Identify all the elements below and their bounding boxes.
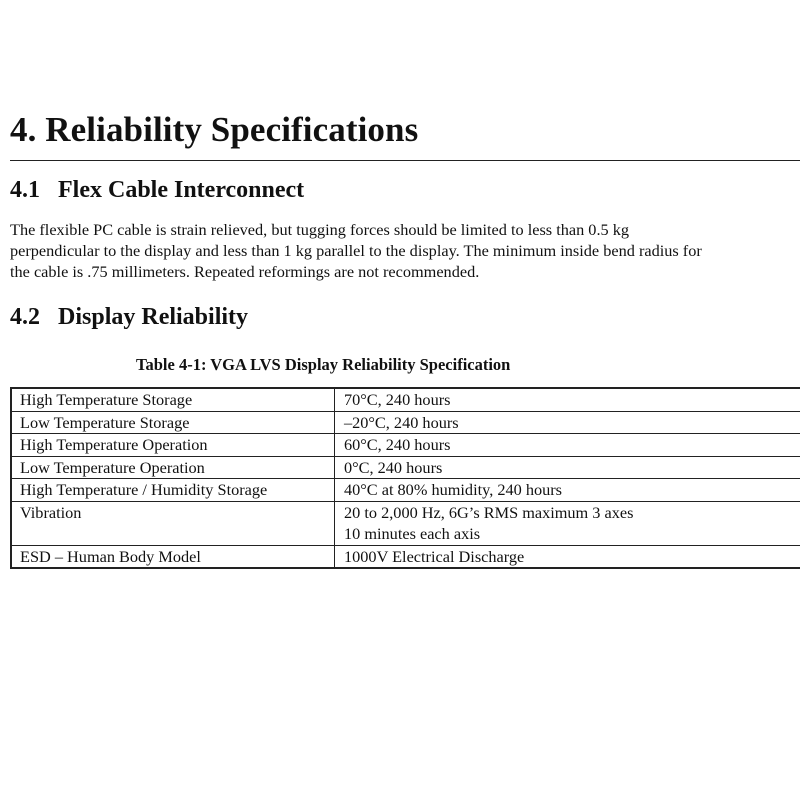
test-condition-cell — [335, 501, 800, 545]
test-condition-cell — [335, 479, 800, 502]
subsection-title: Display Reliability — [58, 304, 249, 330]
table-row — [11, 501, 800, 545]
table-caption: Table 4-1: VGA LVS Display Reliability Specification — [136, 355, 511, 374]
table-row — [11, 479, 800, 502]
paragraph-line: the cable is .75 millimeters. Repeated reformings are not recommended. — [10, 262, 480, 281]
test-name-cell: ESD – Human Body Model — [11, 545, 335, 568]
subsection-number: 4.1 — [10, 177, 40, 203]
condition-line: –20°C, 240 hours — [344, 412, 459, 432]
test-name-cell: Low Temperature Storage — [11, 411, 335, 434]
test-condition-cell — [335, 411, 800, 434]
test-condition-cell — [335, 456, 800, 479]
table-row — [11, 456, 800, 479]
test-name-cell: High Temperature / Humidity Storage — [11, 479, 335, 502]
condition-line: 10 minutes each axis — [344, 524, 481, 543]
test-name-cell: Low Temperature Operation — [11, 456, 335, 479]
paragraph-line: The flexible PC cable is strain relieved, but tugging forces should be limited to less than 0.5 kg — [10, 220, 630, 239]
subsection-heading-4-1 — [10, 177, 304, 204]
condition-line: 0°C, 240 hours — [344, 457, 443, 477]
subsection-heading-4-2 — [10, 304, 248, 331]
table-row — [11, 388, 800, 411]
flex-cable-paragraph — [10, 219, 800, 282]
test-condition-cell — [335, 434, 800, 457]
table-row — [11, 434, 800, 457]
test-condition-cell — [335, 388, 800, 411]
test-condition-cell — [335, 545, 800, 568]
subsection-title: Flex Cable Interconnect — [58, 177, 305, 203]
paragraph-line: perpendicular to the display and less than 1 kg parallel to the display. The minimum inside bend radius for — [10, 241, 702, 260]
test-name-cell: Vibration — [11, 501, 335, 545]
section-heading: 4. Reliability Specifications — [10, 110, 419, 149]
test-name-cell: High Temperature Storage — [11, 388, 335, 411]
table-row — [11, 545, 800, 568]
condition-line: 1000V Electrical Discharge — [344, 546, 525, 566]
table-row — [11, 411, 800, 434]
heading-rule — [10, 160, 800, 161]
condition-line: 40°C at 80% humidity, 240 hours — [344, 480, 563, 499]
reliability-table — [10, 387, 800, 569]
test-name-cell: High Temperature Operation — [11, 434, 335, 457]
condition-line: 20 to 2,000 Hz, 6G’s RMS maximum 3 axes — [344, 502, 634, 522]
condition-line: 70°C, 240 hours — [344, 390, 451, 409]
condition-line: 60°C, 240 hours — [344, 435, 451, 454]
subsection-number: 4.2 — [10, 304, 40, 330]
